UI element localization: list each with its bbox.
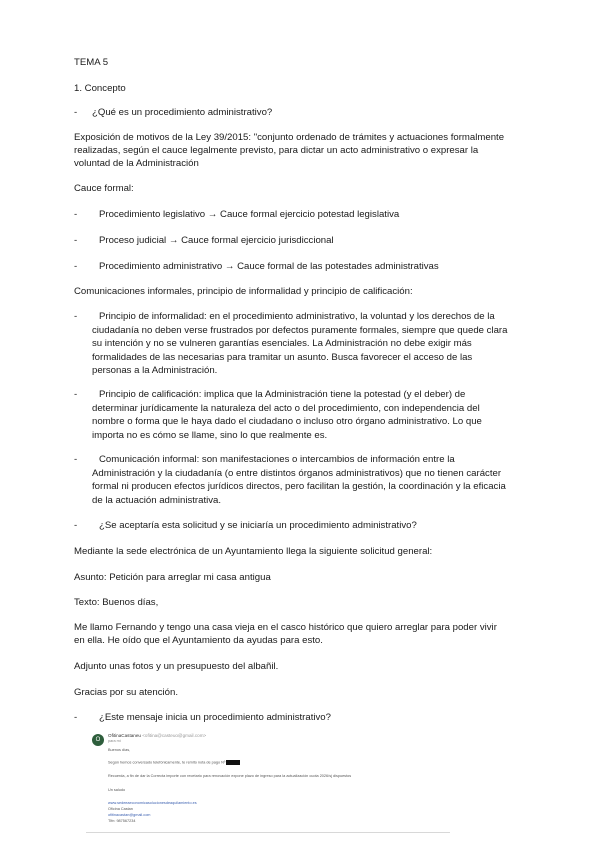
bullet-dash: - — [74, 107, 78, 118]
comunicacion-line: de la actuación administrativa. — [92, 494, 222, 506]
email-sender — [108, 733, 206, 738]
cauce-formal-title: Cauce formal: — [74, 183, 134, 194]
signature-name: Oficina Castan — [108, 807, 133, 811]
comunicaciones-title: Comunicaciones informales, principio de informalidad y principio de calificación: — [74, 286, 413, 297]
signature-phone: Tlfn: 987567234 — [108, 819, 136, 823]
calificacion-line: determinar jurídicamente la naturaleza del acto o del procedimiento, con independencia del — [92, 402, 480, 414]
bullet-dash: - — [74, 209, 78, 220]
bullet-dash: - — [74, 520, 78, 531]
cauce-item-text: Proceso judicial → Cauce formal ejercicio jurisdiccional — [99, 235, 334, 246]
redaction-bar — [226, 760, 240, 765]
email-payment-line — [108, 760, 240, 765]
bullet-dash: - — [74, 311, 78, 322]
exposicion-line-2: realizadas, según el cauce legalmente previsto, para dictar un acto administrativo o expresar la — [74, 145, 479, 156]
calificacion-line: nombre o forma que le haya dado el ciudadano o incluso otro órgano administrativo. Lo que — [92, 416, 482, 427]
bullet-dash: - — [74, 261, 78, 272]
informalidad-line: personas a la Administración. — [92, 365, 218, 376]
bullet-dash: - — [74, 235, 78, 246]
fernando-line-1: Me llamo Fernando y tengo una casa vieja en el casco histórico que quiero arreglar para poder vivir — [74, 622, 497, 633]
email-screenshot — [86, 730, 450, 833]
cauce-item-text: Procedimiento administrativo → Cauce formal de las potestades administrativas — [99, 261, 439, 272]
comunicacion-line: formal ni producen efectos jurídicos directos, pero facilitan la gestión, la coordinación y la eficacia — [92, 481, 506, 492]
informalidad-line: ciudadanía no deben verse frustrados por defectos puramente formales, siempre que quede clara — [92, 324, 508, 336]
sede-paragraph: Mediante la sede electrónica de un Ayuntamiento llega la siguiente solicitud general: — [74, 546, 433, 557]
question-text: ¿Este mensaje inicia un procedimiento administrativo? — [99, 712, 331, 723]
fernando-line-2: en ella. He oído que el Ayuntamiento da ayudas para esto. — [74, 635, 323, 646]
signature-email[interactable]: ofitinacastan@gmail.com — [108, 813, 151, 817]
section-heading: 1. Concepto — [74, 83, 126, 94]
calificacion-line: Principio de calificación: implica que la Administración tiene la potestad (y el deber) de — [99, 389, 466, 400]
calificacion-line: importa no es cómo se llame, sino lo que realmente es. — [92, 429, 328, 441]
informalidad-line: su intención y no se vulneren garantías esenciales. La Administración no debe exigir más — [92, 338, 472, 349]
email-closing: Un saludo — [108, 788, 126, 792]
gracias-line: Gracias por su atención. — [74, 687, 178, 698]
email-recipient: para mí — [108, 739, 121, 743]
informalidad-line: formalidades de las necesarias para tramitar un asunto. Busca favorecer el acceso de las — [92, 351, 473, 363]
texto-line: Texto: Buenos días, — [74, 597, 159, 608]
bullet-dash: - — [74, 389, 78, 400]
question-text: ¿Se aceptaría esta solicitud y se iniciaría un procedimiento administrativo? — [99, 520, 417, 531]
bullet-dash: - — [74, 712, 78, 723]
comunicacion-line: Comunicación informal: son manifestaciones o intercambios de información entre la — [99, 454, 455, 465]
informalidad-line: Principio de informalidad: en el procedimiento administrativo, la voluntad y los derechos de la — [99, 311, 495, 322]
sender-avatar: O — [92, 734, 104, 746]
cauce-item-text: Procedimiento legislativo → Cauce formal ejercicio potestad legislativa — [99, 209, 400, 220]
sender-address: <ofitina@casteuo@gmail.com> — [142, 733, 207, 738]
question-text: ¿Qué es un procedimiento administrativo? — [92, 107, 273, 118]
exposicion-line-3: voluntad de la Administración — [74, 158, 199, 169]
email-greeting: Buenos días, — [108, 748, 131, 752]
sender-name: OfitinaCastaneu — [108, 733, 141, 738]
exposicion-line-1: Exposición de motivos de la Ley 39/2015: "conjunto ordenado de trámites y actuaciones formalmente — [74, 132, 505, 143]
adjunto-line: Adjunto unas fotos y un presupuesto del albañil. — [74, 661, 279, 672]
email-info-line: Recuerda, a fin de dar la Correcta importe con recetario para renovación expone plazo de ingreso para la actualización cuota 2026/sj dispuestos — [108, 774, 352, 778]
email-link[interactable]: www.sedeeaeconomicasolucionesdeaquilamiento.es — [108, 801, 197, 805]
payment-text: Según hemos conversado telefónicamente, te remito nota de pago Nº — [108, 760, 226, 765]
theme-title: TEMA 5 — [74, 57, 109, 68]
asunto-line: Asunto: Petición para arreglar mi casa antigua — [74, 572, 271, 583]
bullet-dash: - — [74, 454, 78, 465]
comunicacion-line: Administración y la ciudadanía (o entre distintos órganos administrativos) que no tienen carácter — [92, 467, 502, 479]
